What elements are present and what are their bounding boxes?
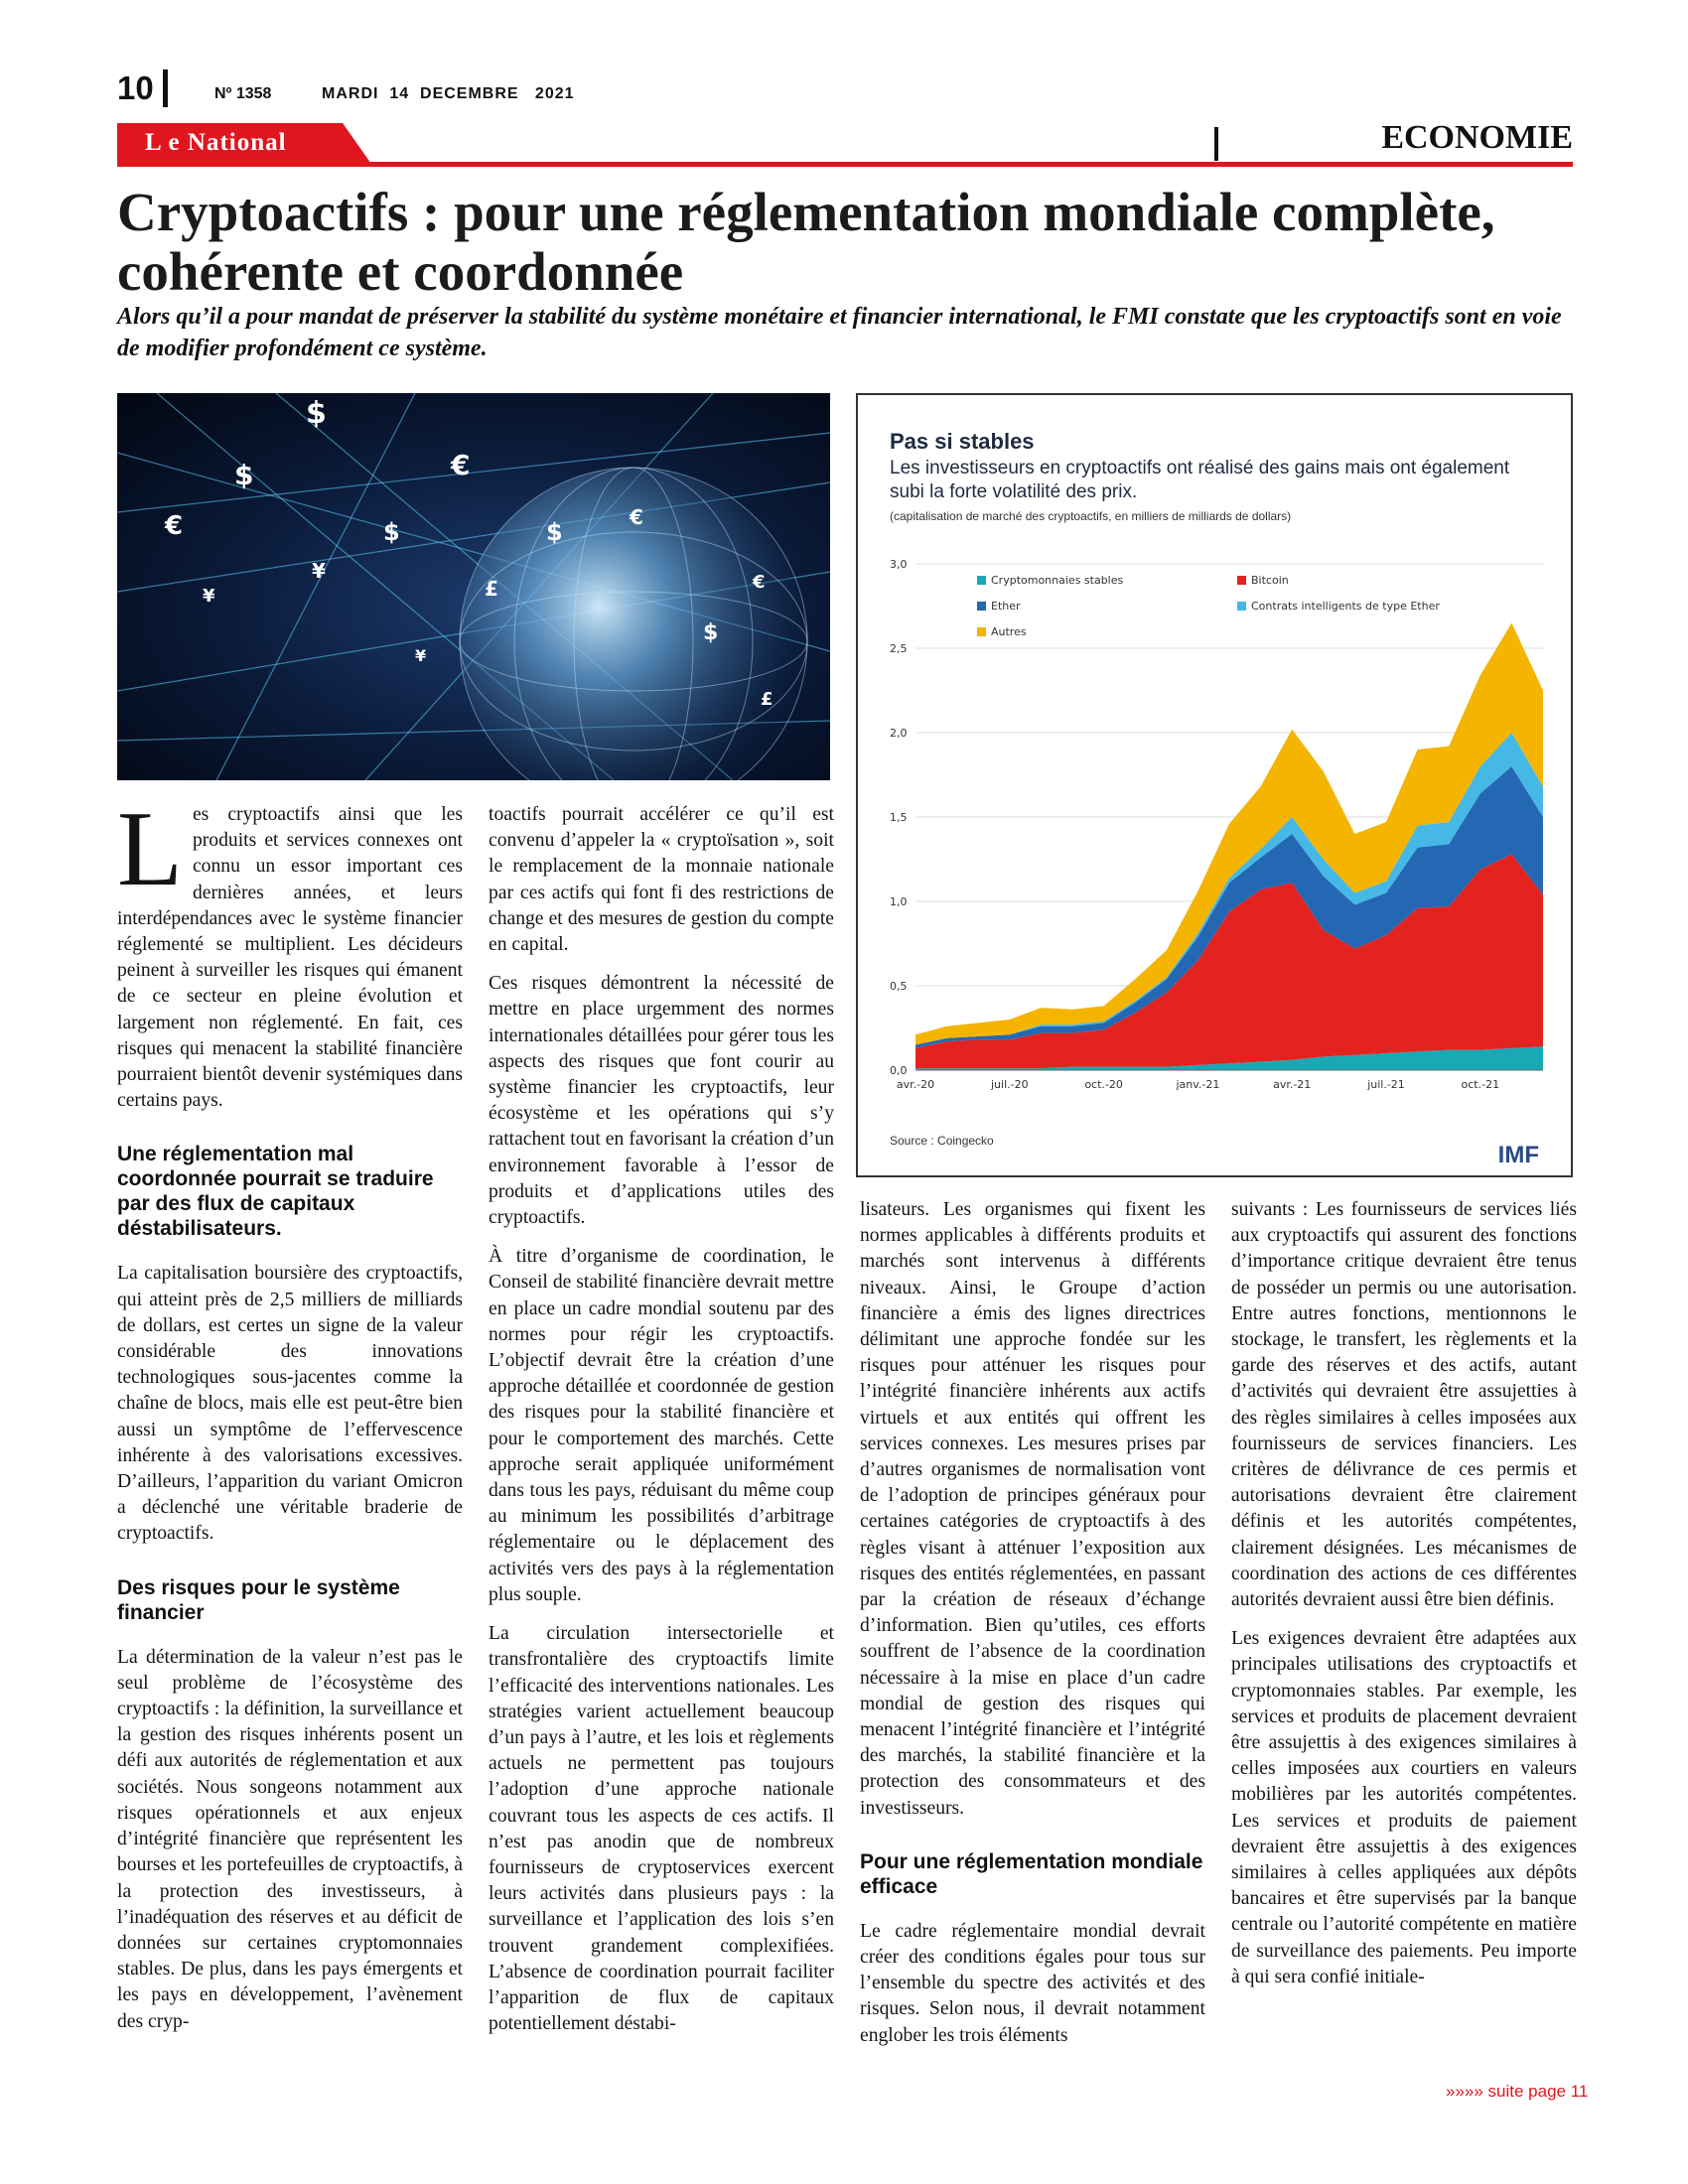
article-paragraph: Le cadre réglementaire mondial devrait créer des conditions égales pour tous sur l’ensemble du spectre des activités et des risques. Selon nous, il devrait notamment englober les trois éléments xyxy=(860,1920,1205,2046)
article-subheading: Pour une réglementation mondiale efficace xyxy=(860,1849,1203,1898)
currency-symbol: £ xyxy=(761,689,774,710)
article-paragraph: Ces risques démontrent la nécessité de mettre en place urgemment des normes internationales détaillées pour gérer tous les aspects des risques que font courir au système financier les cryptoactifs, leur écosystème et les opérations qui s’y rattachent tout en favorisant la création d’un environnement favorable à l’essor de produits et d’applications utiles des cryptoactifs. xyxy=(489,973,834,1229)
chart-source: Source : Coingecko xyxy=(890,1134,994,1148)
article-paragraph: La circulation intersectorielle et transfrontalière des cryptoactifs limite l’efficacité des interventions nationales. Les stratégies varient actuellement beaucoup d’un pays à l’autre, et les lois et règlements actuels ne permettent pas toujours l’adoption d’une approche nationale couvrant tous les aspects de ces actifs. Il n’est pas anodin que de nombreux fournisseurs de cryptoservices exercent leurs activités dans plusieurs pays : la surveillance et l’application des lois s’en trouvent grandement complexifiées. L’absence de coordination pourrait faciliter l’apparition de flux de capitaux potentiellement déstabi- xyxy=(489,1623,834,2035)
legend-swatch xyxy=(977,602,986,611)
currency-symbol: € xyxy=(165,511,184,541)
imf-logo: IMF xyxy=(1497,1142,1539,1168)
currency-symbol: ¥ xyxy=(415,646,427,665)
market-cap-chart xyxy=(856,393,1573,1177)
article-subheading: Des risques pour le système financier xyxy=(117,1575,400,1624)
legend-label: Contrats intelligents de type Ether xyxy=(1251,600,1440,613)
section-divider xyxy=(1214,127,1218,161)
y-tick-label: 2,0 xyxy=(890,727,908,740)
x-tick-label: oct.-20 xyxy=(1084,1078,1123,1091)
currency-symbol: € xyxy=(753,572,766,593)
article-deck: Alors qu’il a pour mandat de préserver la stabilité du système monétaire et financier international, le FMI constate que les cryptoactifs sont en voie de modifier profondément ce système. xyxy=(117,304,1562,361)
chart-unit-note: (capitalisation de marché des cryptoactifs, en milliers de milliards de dollars) xyxy=(890,509,1292,523)
currency-symbol: £ xyxy=(485,577,498,601)
article-paragraph: Les cryptoactifs ainsi que les produits et services connexes ont connu un essor important ces dernières années, et leurs interdépendances avec le système financier réglementé se multiplient. Les décideurs peinent à surveiller les risques qui émanent de ce secteur en pleine évolution et largement non réglementé. En fait, ces risques qui menacent la stabilité financière pourraient bientôt devenir systémiques dans certains pays. xyxy=(117,790,463,1112)
legend-swatch xyxy=(1237,576,1246,585)
article-paragraph: À titre d’organisme de coordination, le Conseil de stabilité financière devrait mettre en place un cadre mondial soutenu par des normes pour régir les cryptoactifs. L’objectif devrait être la création d’une approche détaillée et coordonnée de gestion des risques pour la stabilité financière et pour le comportement des marchés. Cette approche serait appliquée uniformément dans tous les pays, réduisant du même coup au minimum les possibilités d’arbitrage réglementaire ou le déplacement des activités vers des pays à la réglementation plus souple. xyxy=(489,1246,834,1605)
legend-swatch xyxy=(1237,602,1246,611)
y-tick-label: 2,5 xyxy=(890,642,908,655)
article-column-4 xyxy=(1231,1197,1577,2003)
article-paragraph: lisateurs. Les organismes qui fixent les normes applicables à différents produits et marchés sont intervenus à différents niveaux. Ainsi, le Groupe d’action financière a émis des lignes directrices délimitant une approche fondée sur les risques pour atténuer les risques pour l’intégrité financière inhérents aux actifs virtuels et aux entités qui offrent les services connexes. Les mesures prises par d’autres organismes de normalisation vont de l’adoption de principes généraux pour certaines catégories de cryptoactifs à des règles visant à atténuer l’exposition aux risques des entités réglementées, en passant par la création de réseaux d’échange d’information. Bien qu’utiles, ces efforts souffrent de l’absence de la coordination nécessaire à la mise en place d’un cadre mondial de gestion des risques qui menacent l’intégrité financière et l’intégrité des marchés, la stabilité financière et la protection des consommateurs et des investisseurs. xyxy=(860,1199,1205,1819)
issue-number: Nº 1358 xyxy=(214,85,272,102)
currency-symbol: $ xyxy=(234,459,254,491)
issue-date: MARDI 14 DECEMBRE 2021 xyxy=(322,85,575,102)
currency-symbol: € xyxy=(630,505,643,529)
legend-label: Cryptomonnaies stables xyxy=(991,574,1124,587)
page-number: 10 xyxy=(117,69,154,106)
article-paragraph: La détermination de la valeur n’est pas le seul problème de l’écosystème des cryptoactifs : la définition, la surveillance et la gestion des risques inhérents posent un défi aux autorités de réglementation et aux sociétés. Nous songeons notamment aux risques opérationnels et aux enjeux d’intégrité financière que représentent les bourses et les portefeuilles de cryptoactifs, à la protection des investisseurs, à l’inadéquation des réserves et au déficit de données sur certaines cryptomonnaies stables. De plus, dans les pays émergents et les pays en développement, l’avènement des cryp- xyxy=(117,1646,463,2032)
x-tick-label: oct.-21 xyxy=(1461,1078,1500,1091)
x-tick-label: janv.-21 xyxy=(1176,1078,1220,1091)
article-headline: Cryptoactifs : pour une réglementation mondiale complète, cohérente et coordonnée xyxy=(117,182,1495,302)
article-column-2 xyxy=(489,802,834,2050)
y-tick-label: 3,0 xyxy=(890,558,908,571)
y-tick-label: 1,0 xyxy=(890,895,908,908)
section-label: ECONOMIE xyxy=(1381,119,1573,156)
header-rule xyxy=(117,162,1573,167)
currency-symbol: € xyxy=(451,449,471,481)
currency-symbol: $ xyxy=(546,518,563,546)
currency-symbol: ¥ xyxy=(312,559,326,583)
legend-label: Autres xyxy=(991,625,1027,638)
legend-label: Ether xyxy=(991,600,1021,613)
x-tick-label: avr.-21 xyxy=(1273,1078,1312,1091)
currency-symbol: $ xyxy=(383,518,400,546)
article-paragraph: La capitalisation boursière des cryptoactifs, qui atteint près de 2,5 milliers de milliards de dollars, est certes un signe de la valeur considérable des innovations technologiques sous-jacentes comme la chaîne de blocs, mais elle est peut-être bien aussi un symptôme de l’effervescence inhérente à des valorisations excessives. D’ailleurs, l’apparition du variant Omicron a déclenché une véritable braderie de cryptoactifs. xyxy=(117,1263,463,1545)
crypto-globe-photo xyxy=(117,393,830,780)
x-tick-label: avr.-20 xyxy=(896,1078,935,1091)
brand-name: L e National xyxy=(145,129,287,156)
page-number-divider xyxy=(163,69,168,107)
currency-symbol: ¥ xyxy=(203,586,215,607)
chart-title: Pas si stables xyxy=(890,429,1035,454)
currency-symbol: $ xyxy=(306,396,327,431)
x-tick-label: juil.-20 xyxy=(990,1078,1029,1091)
x-tick-label: juil.-21 xyxy=(1367,1078,1405,1091)
y-tick-label: 0,0 xyxy=(890,1064,908,1077)
continued-link[interactable]: »»»» suite page 11 xyxy=(1446,2082,1589,2101)
article-column-3 xyxy=(860,1197,1205,2062)
y-tick-label: 0,5 xyxy=(890,980,908,993)
y-tick-label: 1,5 xyxy=(890,811,908,824)
article-column-1 xyxy=(117,790,463,2048)
legend-swatch xyxy=(977,627,986,636)
legend-label: Bitcoin xyxy=(1251,574,1289,587)
article-paragraph: Les exigences devraient être adaptées aux principales utilisations des cryptoactifs et cryptomonnaies stables. Par exemple, les services et produits de placement devraient être assujettis à des exigences similaires à celles imposées aux courtiers en valeurs mobilières par les autorités compétentes. Les services et produits de paiement devraient être assujettis à des exigences similaires à celles appliquées aux dépôts bancaires et être supervisés par la banque centrale ou l’autorité compétente en matière de surveillance des paiements. Peu importe à qui sera confié initiale- xyxy=(1231,1628,1577,1987)
currency-symbol: $ xyxy=(703,620,719,645)
article-paragraph: toactifs pourrait accélérer ce qu’il est convenu d’appeler la « cryptoïsation », soit le remplacement de la monnaie nationale par ces actifs qui font fi des restrictions de change et des mesures de gestion du compte en capital. xyxy=(489,804,834,956)
chart-subtitle: Les investisseurs en cryptoactifs ont réalisé des gains mais ont également subi la forte volatilité des prix. xyxy=(890,458,1510,502)
article-subheading: Une réglementation mal coordonnée pourrait se traduire par des flux de capitaux déstabilisateurs. xyxy=(117,1143,434,1241)
legend-swatch xyxy=(977,576,986,585)
article-paragraph: suivants : Les fournisseurs de services liés aux cryptoactifs qui assurent des fonctions d’importance critique devraient être tenus de posséder un permis ou une autorisation. Entre autres fonctions, mentionnons le stockage, le transfert, les règlements et la garde des réserves et des actifs, autant d’activités qui devraient être assujetties à des règles similaires à celles imposées aux fournisseurs de services financiers. Les critères de délivrance de ces permis et autorisations devraient être clairement définis et les autorités compétentes, clairement désignées. Les mécanismes de coordination des actions de ces différentes autorités devraient aussi être bien définis. xyxy=(1231,1199,1577,1611)
